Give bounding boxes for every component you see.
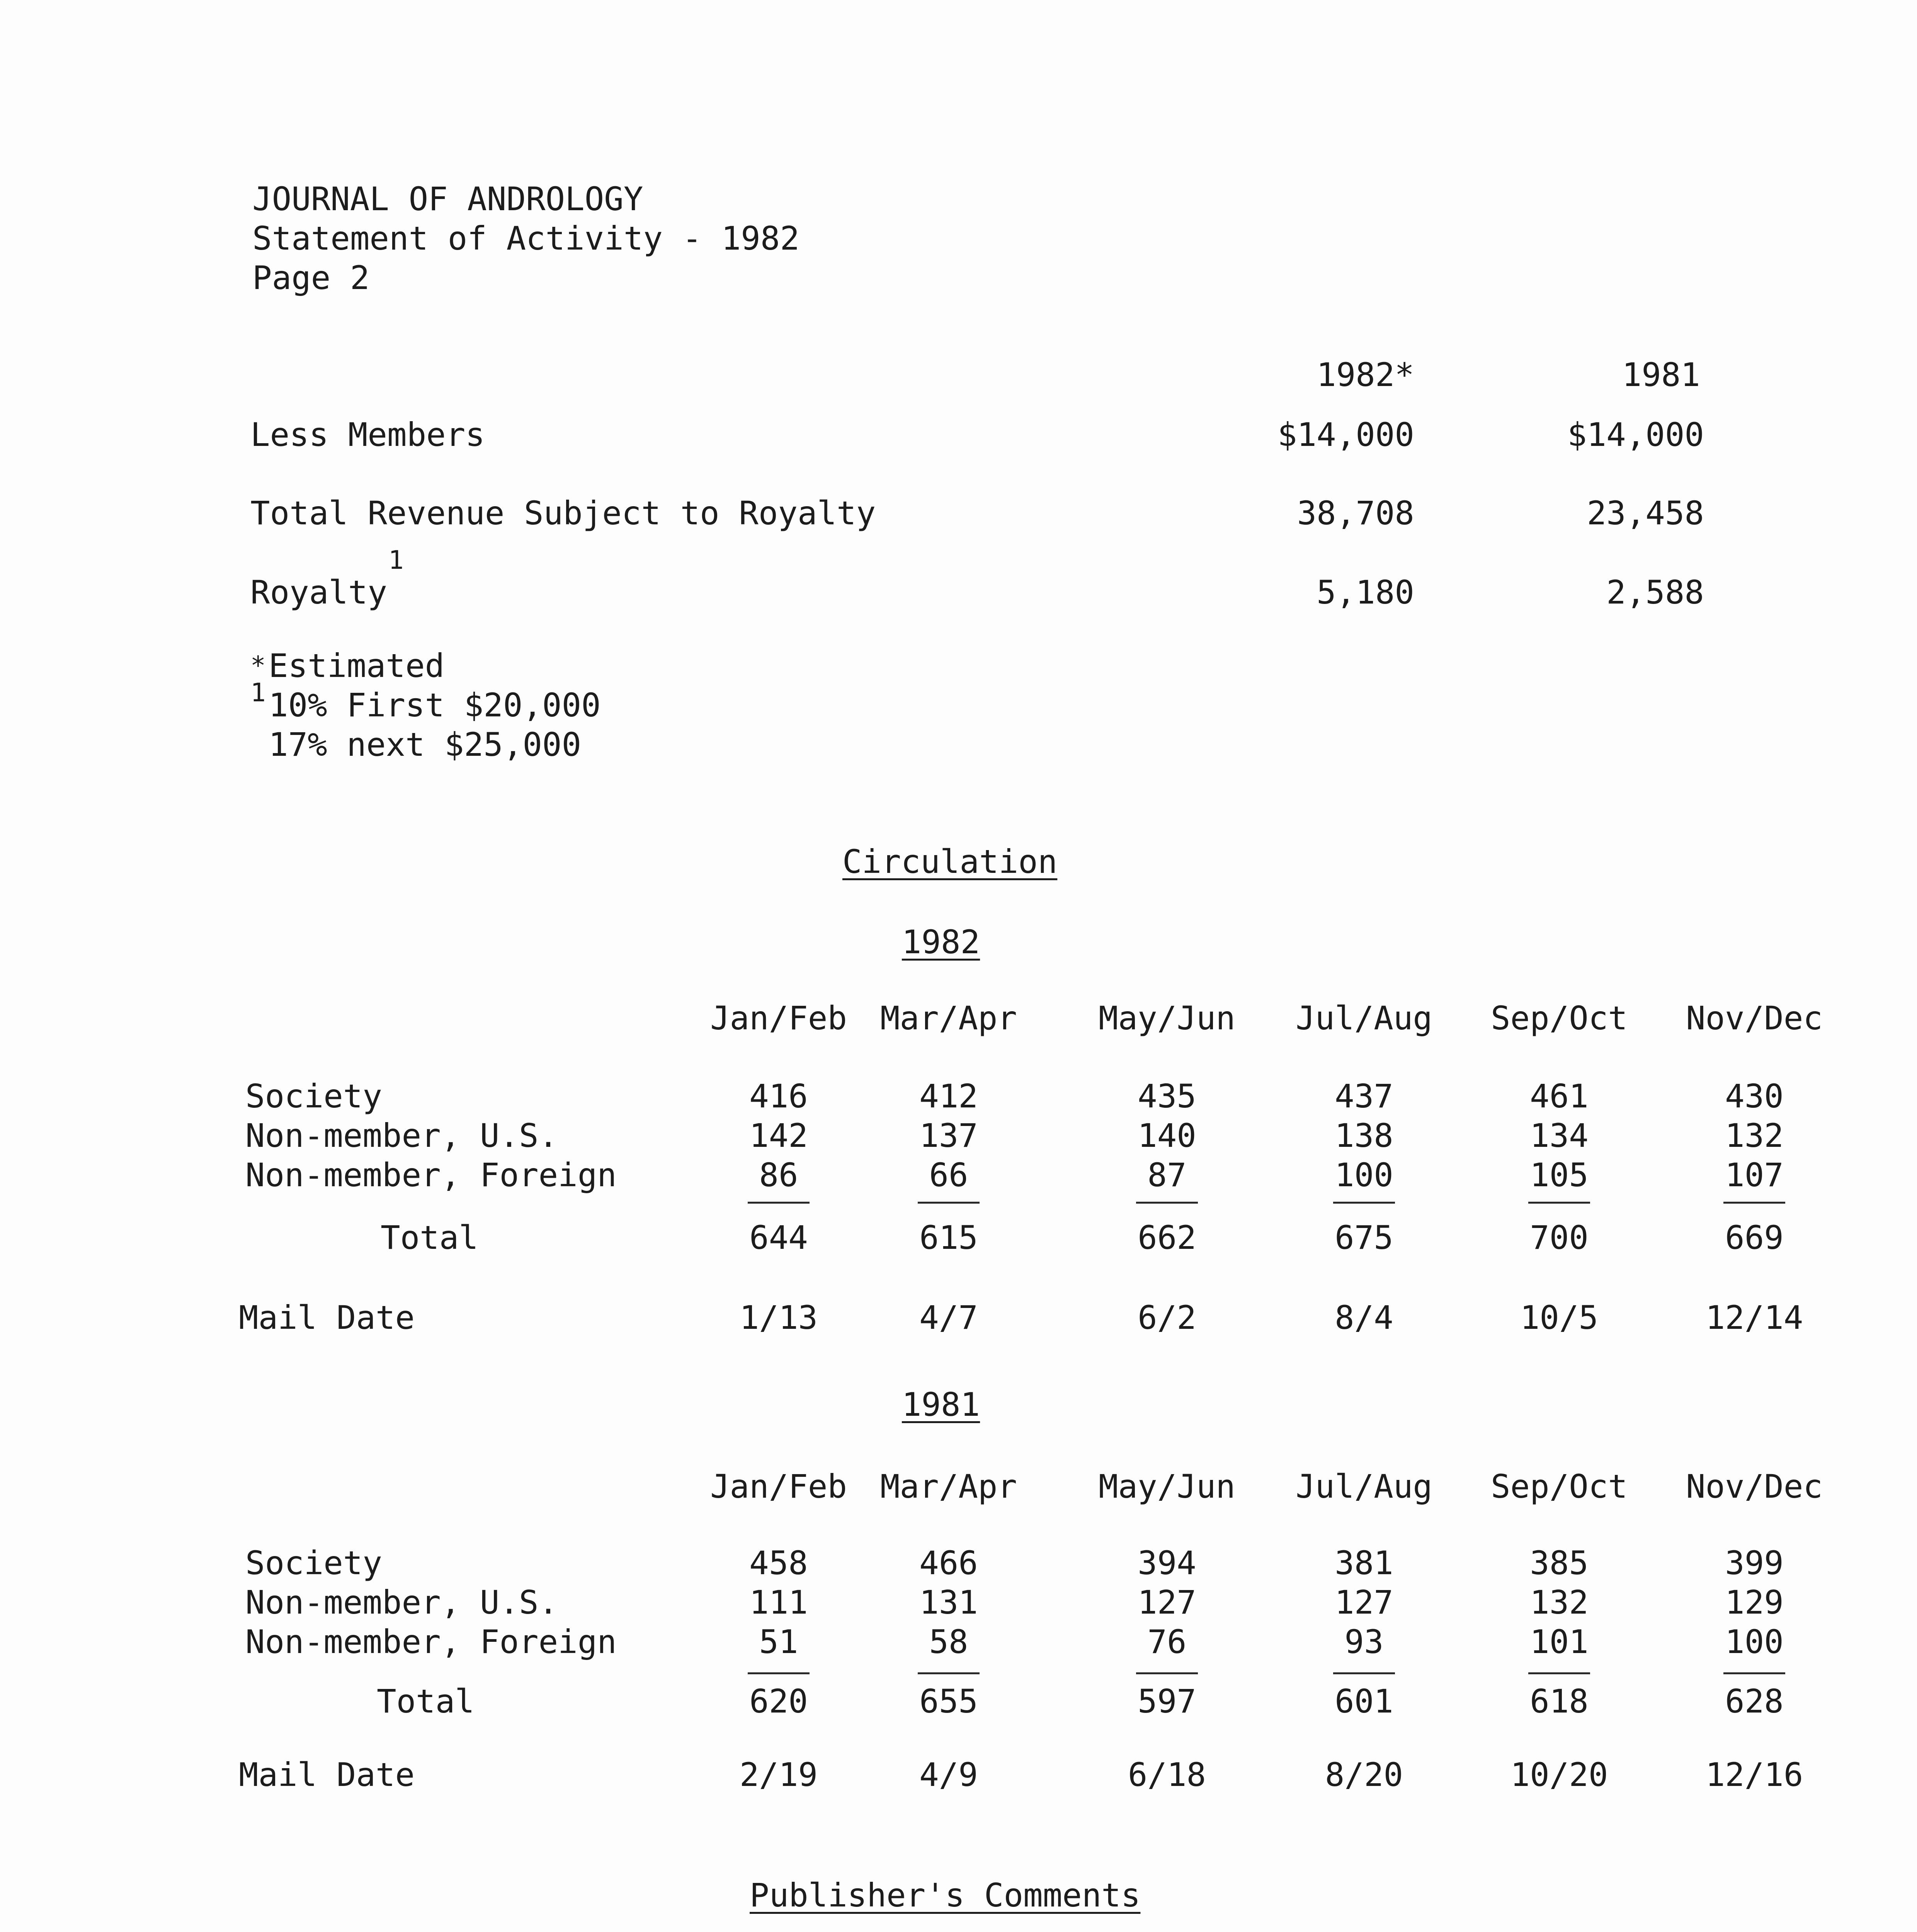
row-label-mail-date: Mail Date (239, 1756, 415, 1794)
row-label-total: Total (381, 1219, 478, 1257)
cell-mail-date: 6/2 (1138, 1299, 1196, 1337)
month-header: May/Jun (1098, 1468, 1235, 1505)
footnote-one: 1 (250, 678, 266, 707)
cell-total: 700 (1530, 1219, 1589, 1257)
total-rule (918, 1202, 980, 1204)
circulation-year-heading: 1982 (902, 923, 980, 961)
cell-non-member-us: 129 (1725, 1583, 1784, 1621)
cell-total: 597 (1138, 1682, 1196, 1720)
footnote-rate-2: 17% next $25,000 (269, 726, 582, 764)
royalty-1982: 5,180 (1317, 573, 1414, 611)
month-header: Sep/Oct (1490, 999, 1628, 1037)
cell-non-member-foreign: 100 (1335, 1156, 1393, 1194)
cell-non-member-us: 132 (1530, 1583, 1589, 1621)
total-revenue-1982: 38,708 (1297, 494, 1414, 532)
cell-society: 416 (749, 1077, 808, 1115)
cell-total: 628 (1725, 1682, 1784, 1720)
statement-title: Statement of Activity - 1982 (252, 219, 800, 257)
footnote-estimated: Estimated (269, 647, 445, 685)
cell-non-member-foreign: 76 (1147, 1623, 1187, 1661)
circulation-title: Circulation (842, 843, 1058, 881)
total-rule (1528, 1202, 1590, 1204)
month-header: May/Jun (1098, 999, 1235, 1037)
month-header: Nov/Dec (1686, 1468, 1823, 1505)
cell-mail-date: 8/20 (1325, 1756, 1403, 1794)
month-header: Mar/Apr (880, 1468, 1017, 1505)
row-label-society: Society (245, 1077, 383, 1115)
cell-non-member-us: 138 (1335, 1117, 1393, 1155)
cell-non-member-foreign: 86 (759, 1156, 798, 1194)
row-label-non-member-foreign: Non-member, Foreign (245, 1156, 617, 1194)
cell-mail-date: 2/19 (739, 1756, 818, 1794)
total-rule (1136, 1672, 1198, 1674)
cell-mail-date: 10/5 (1520, 1299, 1599, 1337)
cell-mail-date: 8/4 (1335, 1299, 1393, 1337)
cell-mail-date: 10/20 (1510, 1756, 1608, 1794)
month-header: Nov/Dec (1686, 999, 1823, 1037)
cell-non-member-us: 134 (1530, 1117, 1589, 1155)
row-label-mail-date: Mail Date (239, 1299, 415, 1337)
cell-mail-date: 12/16 (1705, 1756, 1803, 1794)
cell-non-member-foreign: 93 (1344, 1623, 1384, 1661)
cell-mail-date: 12/14 (1705, 1299, 1803, 1337)
cell-total: 601 (1335, 1682, 1393, 1720)
cell-non-member-foreign: 87 (1147, 1156, 1187, 1194)
month-header: Mar/Apr (880, 999, 1017, 1037)
cell-total: 620 (749, 1682, 808, 1720)
cell-non-member-foreign: 105 (1530, 1156, 1589, 1194)
row-label-royalty: Royalty (250, 573, 388, 611)
cell-total: 655 (919, 1682, 978, 1720)
cell-non-member-us: 127 (1335, 1583, 1393, 1621)
cell-non-member-us: 142 (749, 1117, 808, 1155)
cell-society: 461 (1530, 1077, 1589, 1115)
row-label-total-revenue: Total Revenue Subject to Royalty (250, 494, 876, 532)
cell-total: 662 (1138, 1219, 1196, 1257)
cell-mail-date: 6/18 (1128, 1756, 1206, 1794)
cell-society: 435 (1138, 1077, 1196, 1115)
cell-society: 458 (749, 1544, 808, 1582)
cell-society: 412 (919, 1077, 978, 1115)
less-members-1981: $14,000 (1567, 416, 1704, 454)
cell-non-member-us: 131 (919, 1583, 978, 1621)
total-rule (1333, 1202, 1395, 1204)
royalty-superscript: 1 (388, 545, 404, 575)
total-rule (748, 1672, 810, 1674)
row-label-society: Society (245, 1544, 383, 1582)
col-header-1982: 1982* (1317, 356, 1414, 394)
row-label-non-member-us: Non-member, U.S. (245, 1583, 558, 1621)
cell-total: 618 (1530, 1682, 1589, 1720)
total-rule (1333, 1672, 1395, 1674)
month-header: Jan/Feb (710, 999, 847, 1037)
footnote-star: * (250, 651, 266, 680)
month-header: Jul/Aug (1295, 1468, 1432, 1505)
month-header: Jul/Aug (1295, 999, 1432, 1037)
month-header: Jan/Feb (710, 1468, 847, 1505)
cell-non-member-us: 140 (1138, 1117, 1196, 1155)
month-header: Sep/Oct (1490, 1468, 1628, 1505)
publishers-comments-title: Publisher's Comments (750, 1876, 1141, 1914)
journal-title: JOURNAL OF ANDROLOGY (252, 180, 643, 218)
cell-society: 394 (1138, 1544, 1196, 1582)
total-revenue-1981: 23,458 (1587, 494, 1704, 532)
cell-non-member-foreign: 58 (929, 1623, 968, 1661)
total-rule (918, 1672, 980, 1674)
row-label-total: Total (377, 1682, 475, 1720)
row-label-non-member-us: Non-member, U.S. (245, 1117, 558, 1155)
cell-society: 430 (1725, 1077, 1784, 1115)
cell-total: 615 (919, 1219, 978, 1257)
cell-mail-date: 4/9 (919, 1756, 978, 1794)
cell-non-member-us: 137 (919, 1117, 978, 1155)
total-rule (1723, 1202, 1785, 1204)
cell-non-member-us: 111 (749, 1583, 808, 1621)
royalty-1981: 2,588 (1606, 573, 1704, 611)
cell-non-member-us: 127 (1138, 1583, 1196, 1621)
col-header-1981: 1981 (1622, 356, 1700, 394)
total-rule (748, 1202, 810, 1204)
cell-total: 644 (749, 1219, 808, 1257)
cell-non-member-foreign: 100 (1725, 1623, 1784, 1661)
page-number: Page 2 (252, 259, 370, 297)
footnote-rate-1: 10% First $20,000 (269, 686, 601, 724)
less-members-1982: $14,000 (1277, 416, 1414, 454)
total-rule (1136, 1202, 1198, 1204)
cell-society: 437 (1335, 1077, 1393, 1115)
cell-non-member-foreign: 66 (929, 1156, 968, 1194)
cell-non-member-foreign: 107 (1725, 1156, 1784, 1194)
cell-society: 399 (1725, 1544, 1784, 1582)
cell-society: 381 (1335, 1544, 1393, 1582)
cell-mail-date: 1/13 (739, 1299, 818, 1337)
cell-total: 669 (1725, 1219, 1784, 1257)
cell-non-member-foreign: 51 (759, 1623, 798, 1661)
cell-mail-date: 4/7 (919, 1299, 978, 1337)
row-label-non-member-foreign: Non-member, Foreign (245, 1623, 617, 1661)
cell-society: 466 (919, 1544, 978, 1582)
cell-non-member-us: 132 (1725, 1117, 1784, 1155)
cell-society: 385 (1530, 1544, 1589, 1582)
cell-total: 675 (1335, 1219, 1393, 1257)
total-rule (1528, 1672, 1590, 1674)
circulation-year-heading: 1981 (902, 1386, 980, 1423)
row-label-less-members: Less Members (250, 416, 485, 454)
cell-non-member-foreign: 101 (1530, 1623, 1589, 1661)
total-rule (1723, 1672, 1785, 1674)
